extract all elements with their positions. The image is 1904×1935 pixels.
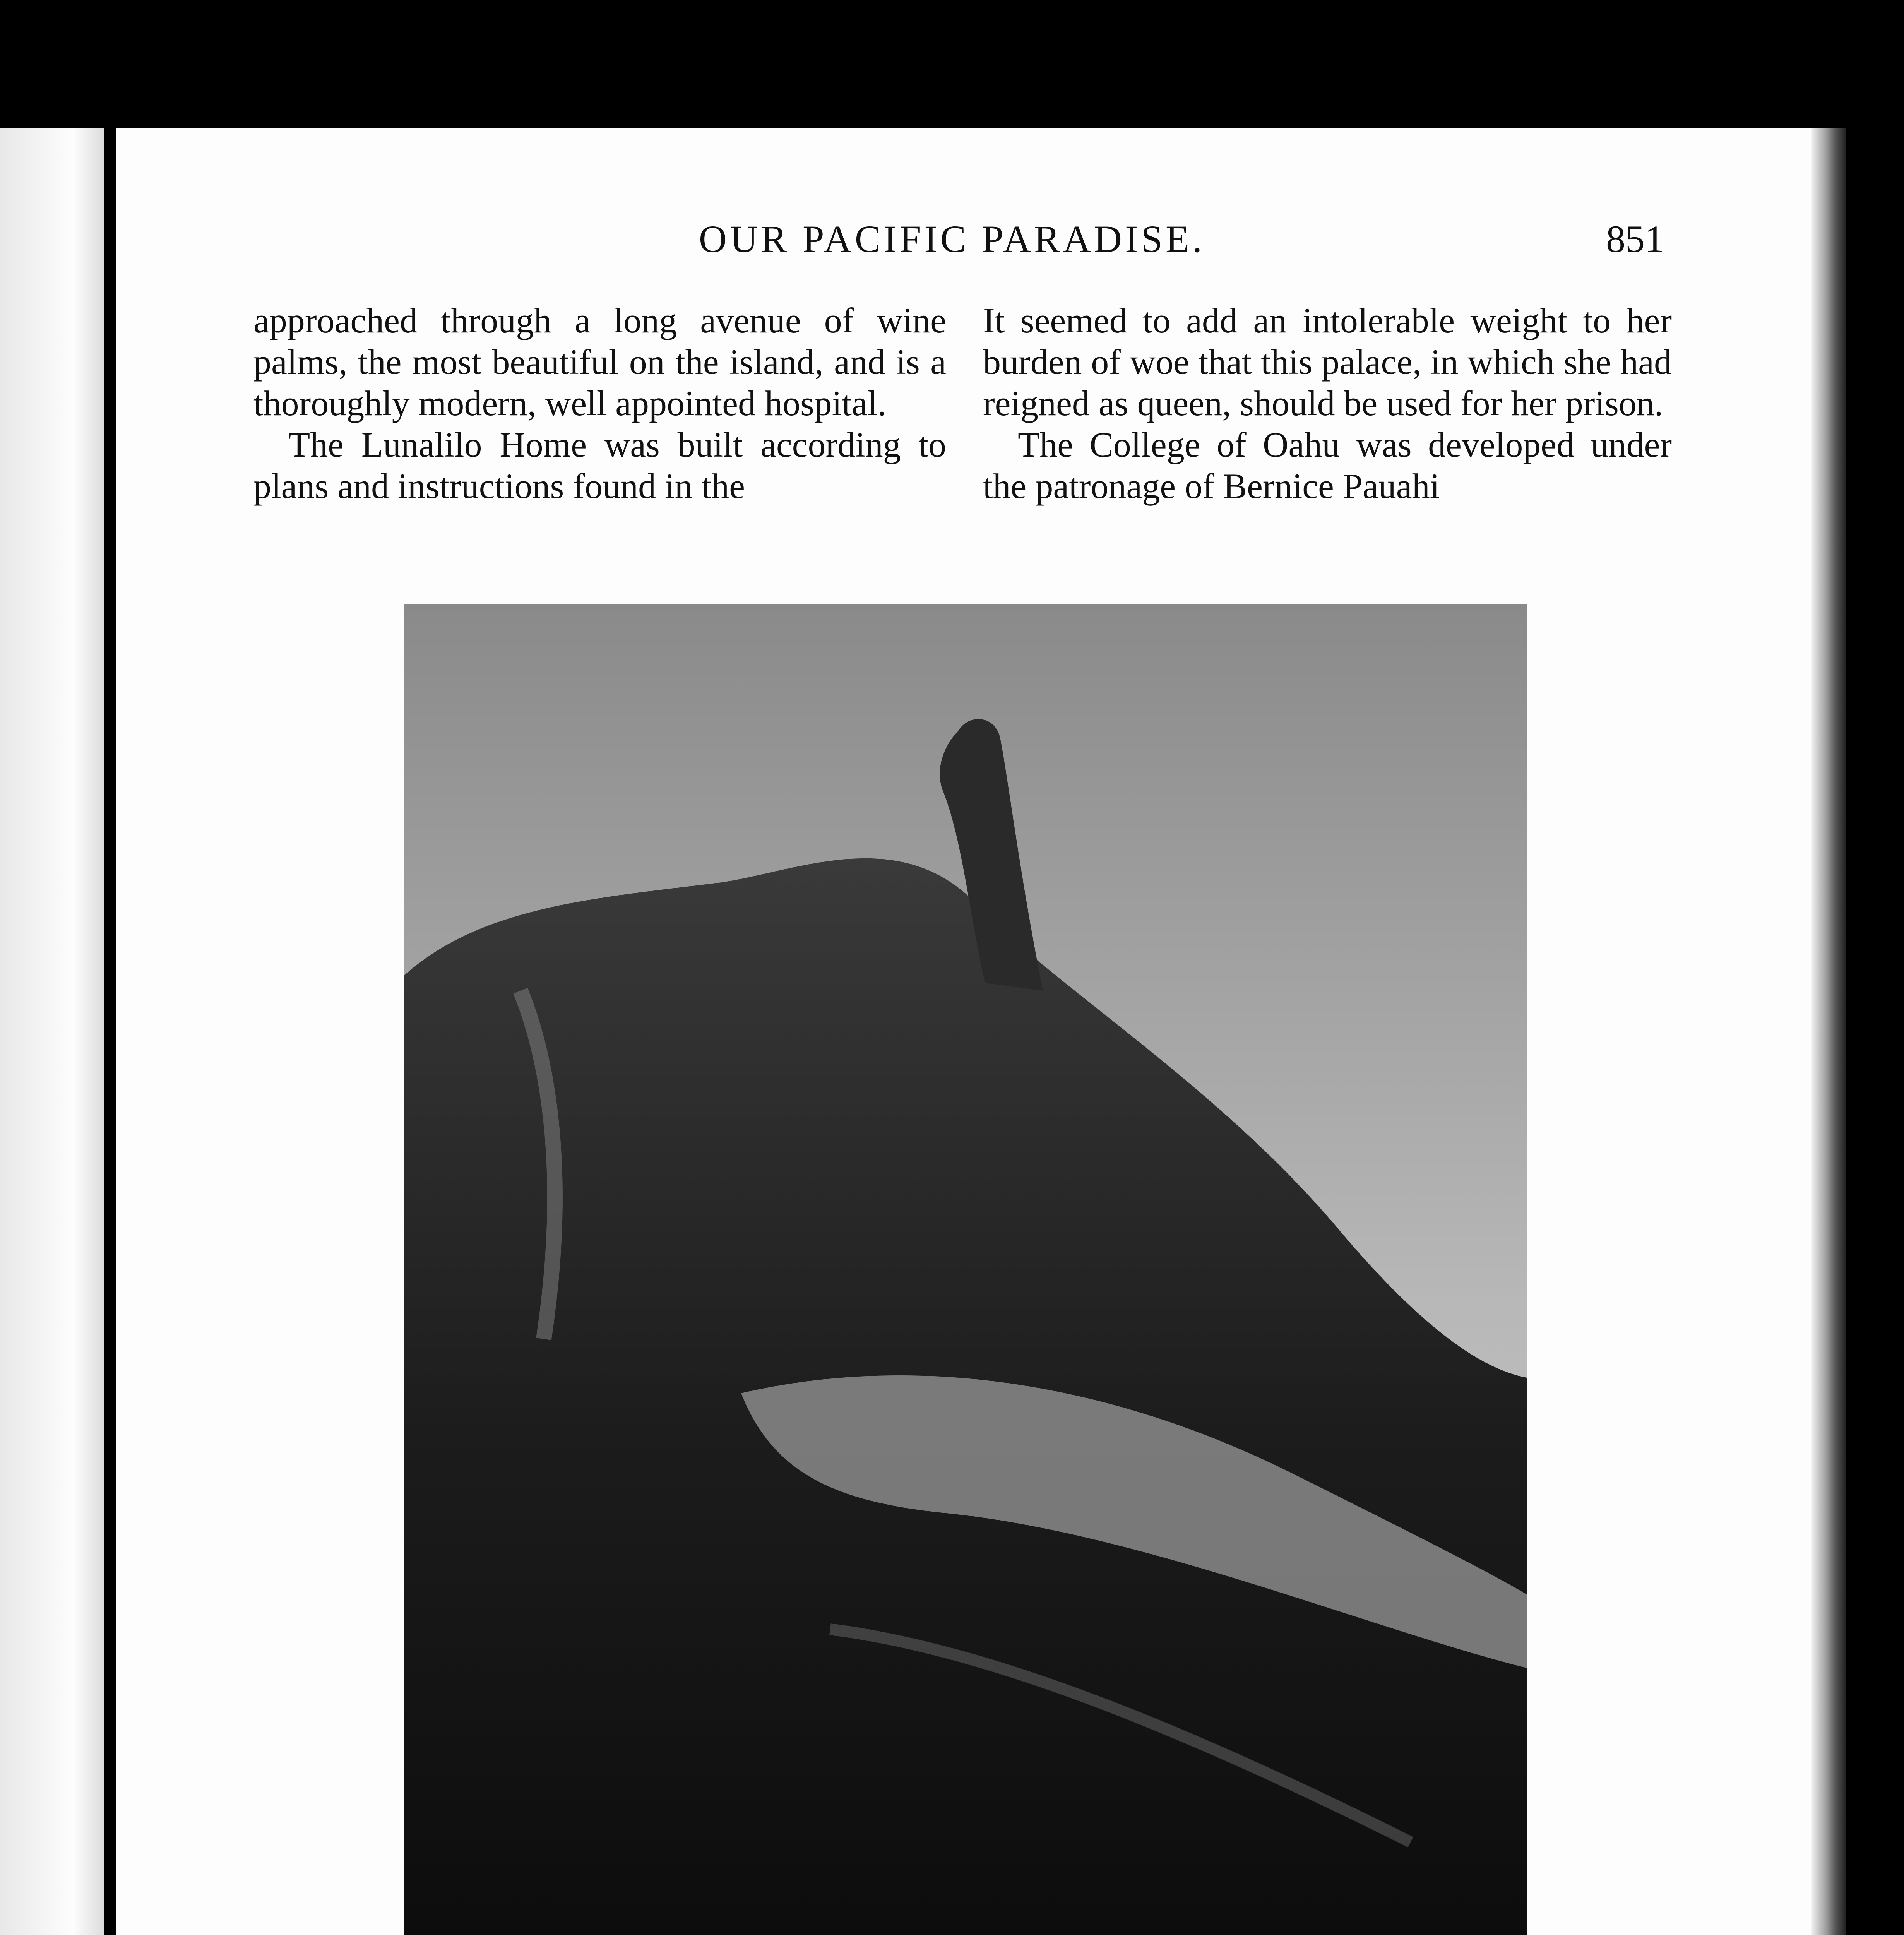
column-left-top xyxy=(253,300,946,507)
lava-flow-photograph xyxy=(404,604,1527,1935)
page-number: 851 xyxy=(1606,217,1664,260)
column-right-top xyxy=(983,300,1672,507)
facing-page-edge xyxy=(0,128,104,1935)
paragraph: The Lunalilo Home was built according to plans and instructions found in the xyxy=(253,425,946,506)
running-head: OUR PACIFIC PARADISE. xyxy=(699,217,1205,260)
page-gutter-shadow xyxy=(1811,128,1846,1935)
paragraph: The College of Oahu was developed under the patronage of Bernice Pauahi xyxy=(983,425,1672,506)
lava-flow-illustration xyxy=(404,604,1527,1935)
paragraph: approached through a long avenue of wine palms, the most beautiful on the island, and is a thoroughly modern, well appointed hospital. xyxy=(253,301,946,423)
paragraph: It seemed to add an intolerable weight to her burden of woe that this palace, in which she had reigned as queen, should be used for her prison. xyxy=(983,301,1672,423)
